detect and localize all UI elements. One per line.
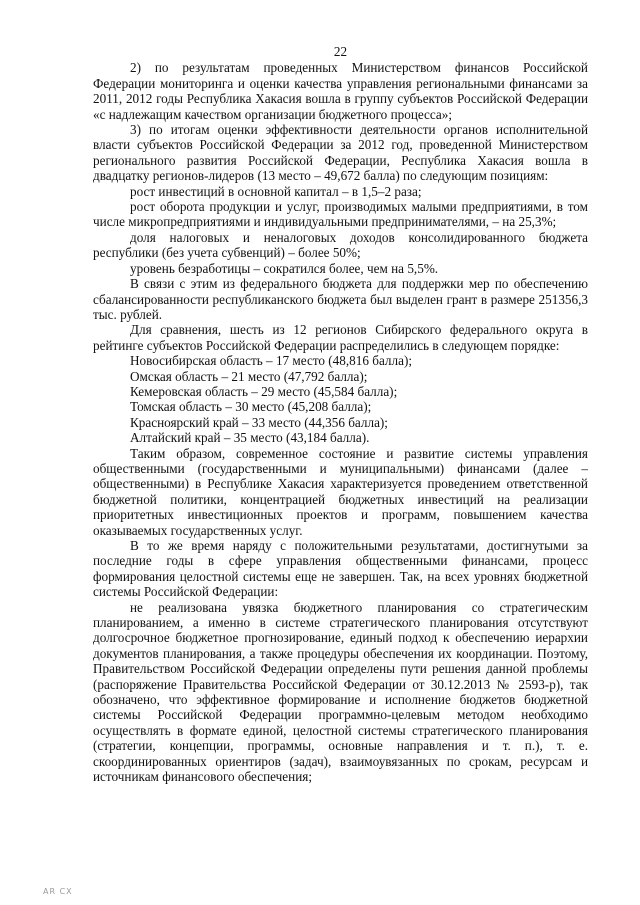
paragraph-ministry-finance-monitoring: 2) по результатам проведенных Министерством финансов Российской Федерации мониторинга и оценки качества управления региональными финансами за 2011, 2012 годы Республика Хакасия вошла в группу субъектов Российской Федерации «с надлежащим качеством организации бюджетного процесса»; [93,60,588,122]
region-kemerovo: Кемеровская область – 29 место (45,584 балла); [130,383,398,399]
document-page [93,44,588,785]
page-number: 22 [333,44,348,59]
paragraph-regional-development-rating: 3) по итогам оценки эффективности деятельности органов исполнительной власти субъектов Российской Федерации за 2012 год, проведенной Министерством регионального развития Российской Федерации, Республика Хакасия вошла в двадцатку регионов-лидеров (13 место – 49,672 балла) по следующим позициям: [93,122,588,184]
corner-mark: AR CX [43,887,73,896]
region-tomsk: Томская область – 30 место (45,208 балла); [130,399,372,415]
position-small-business-turnover: рост оборота продукции и услуг, производимых малыми предприятиями, в том числе микропредприятиями и индивидуальными предпринимателями, – на 25,3%; [93,199,588,230]
region-omsk: Омская область – 21 место (47,792 балла); [130,368,368,384]
paragraph-federal-grant: В связи с этим из федерального бюджета для поддержки мер по обеспечению сбалансированности республиканского бюджета был выделен грант в размере 251356,3 тыс. рублей. [93,276,588,322]
paragraph-siberian-comparison: Для сравнения, шесть из 12 регионов Сибирского федерального округа в рейтинге субъектов Российской Федерации распределились в следующем порядке: [93,322,588,353]
paragraph-incomplete-system: В то же время наряду с положительными результатами, достигнутыми за последние годы в сфере управления общественными финансами, процесс формирования целостной системы еще не завершен. Так, на всех уровнях бюджетной системы Российской Федерации: [93,538,588,600]
paragraph-strategic-planning: не реализована увязка бюджетного планирования со стратегическим планированием, а именно в системе стратегического планирования отсутствуют долгосрочное бюджетное прогнозирование, единый подход к обеспечению иерархии документов планирования, а также процедуры обеспечения их координации. Поэтому, Правительством Российской Федерации определены пути решения данной проблемы (распоряжение Правительства Российской Федерации от 30.12.2013 № 2593-р), так обозначено, что эффективное формирование и исполнение бюджетов бюджетной системы Российской Федерации программно-целевым методом необходимо осуществлять в формате единой, целостной системы стратегического планирования (стратегии, концепции, программы, основные направления и т. п.), т. е. скоординированных ориентиров (задач), взаимоувязанных по срокам, ресурсам и источникам финансового обеспечения; [93,599,588,785]
paragraph-conclusion: Таким образом, современное состояние и развитие системы управления общественными (государственными и муниципальными) финансами (далее – общественными) в Республике Хакасия характеризуется проведением ответственной бюджетной политики, концентрацией бюджетных инвестиций на реализации приоритетных инвестиционных проектов и программ, повышением качества оказываемых государственных услуг. [93,445,588,538]
region-krasnoyarsk: Красноярский край – 33 место (44,356 балла); [130,414,388,430]
region-altai: Алтайский край – 35 место (43,184 балла). [130,430,370,446]
regions-list [93,353,588,445]
region-novosibirsk: Новосибирская область – 17 место (48,816 балла); [130,353,412,369]
position-investment-growth: рост инвестиций в основной капитал – в 1,5–2 раза; [130,183,422,199]
position-unemployment: уровень безработицы – сократился более, чем на 5,5%. [130,260,439,276]
position-tax-revenue-share: доля налоговых и неналоговых доходов консолидированного бюджета республики (без учета субвенций) – более 50%; [93,229,588,261]
